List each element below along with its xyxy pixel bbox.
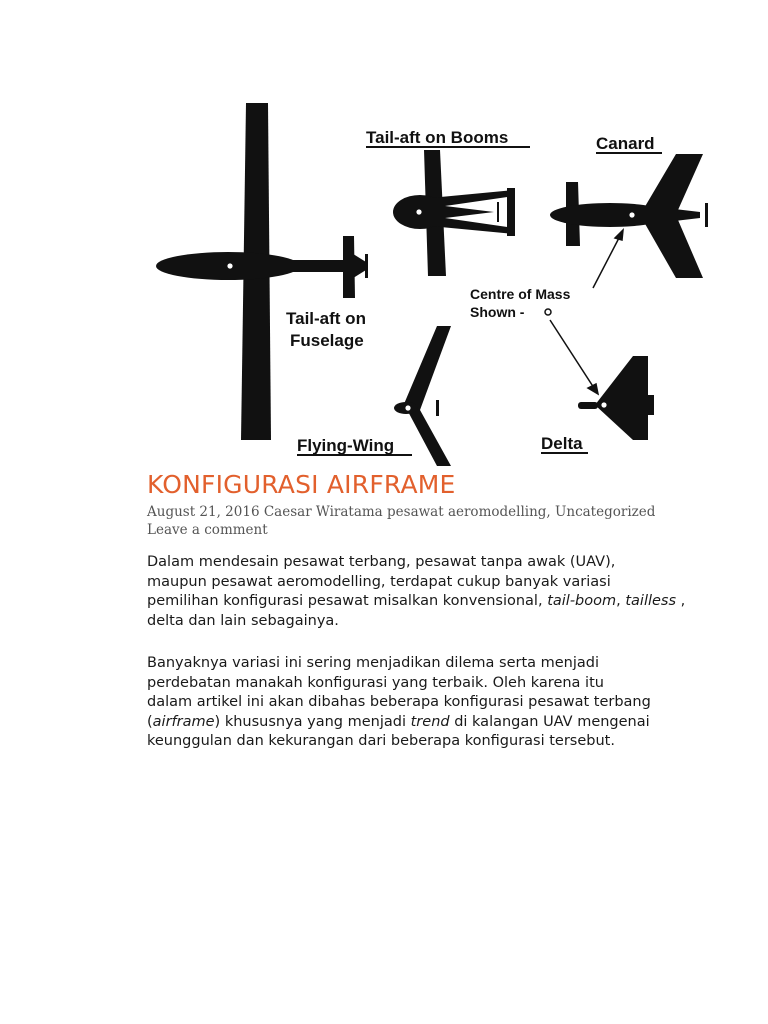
p1-line3: pemilihan konfigurasi pesawat misalkan konvensional, xyxy=(147,593,543,609)
post-categories[interactable]: pesawat aeromodelling, Uncategorized xyxy=(387,504,656,520)
post-meta xyxy=(147,503,667,539)
label-flying-wing: Flying-Wing xyxy=(297,436,395,455)
p1-term-tailless: tailless xyxy=(625,593,677,609)
p2-line3: dalam artikel ini akan dibahas beberapa konfigurasi pesawat terbang xyxy=(147,694,651,710)
leave-comment-link[interactable]: Leave a comment xyxy=(147,522,268,538)
flying-wing-silhouette xyxy=(394,326,451,466)
p2-line5: keunggulan dan kekurangan dari beberapa konfigurasi tersebut. xyxy=(147,733,615,749)
p2-open-paren: ( xyxy=(147,713,153,730)
article-paragraph-1 xyxy=(147,553,687,631)
tail-aft-booms-silhouette xyxy=(393,150,515,276)
p1-line2: maupun pesawat aeromodelling, terdapat cukup banyak variasi xyxy=(147,573,611,590)
p2-line4a: ) khususnya yang menjadi xyxy=(214,713,407,730)
airframe-configurations-figure xyxy=(150,96,720,471)
label-canard: Canard xyxy=(596,134,655,153)
p1-separator: , xyxy=(616,593,621,609)
label-centre-of-mass-line2: Shown - xyxy=(470,304,525,320)
p2-term-airframe: airframe xyxy=(152,713,215,730)
post-author[interactable]: Caesar Wiratama xyxy=(263,504,383,520)
conventional-aircraft-silhouette xyxy=(156,103,368,440)
post-date[interactable]: August 21, 2016 xyxy=(147,504,260,520)
delta-silhouette xyxy=(578,356,654,440)
p2-line4b: di kalangan UAV mengenai xyxy=(454,713,650,730)
centre-of-mass-marker xyxy=(545,309,551,315)
canard-silhouette xyxy=(550,154,708,278)
p1-line1: Dalam mendesain pesawat terbang, pesawat tanpa awak (UAV), xyxy=(147,554,616,570)
p2-term-trend: trend xyxy=(410,713,450,730)
p1-term-tail-boom: tail-boom xyxy=(547,593,617,609)
label-tail-aft-booms: Tail-aft on Booms xyxy=(366,128,509,147)
label-tail-aft-fuselage-line2: Fuselage xyxy=(290,331,364,350)
article-paragraph-2 xyxy=(147,654,687,752)
label-delta: Delta xyxy=(541,434,583,453)
label-tail-aft-fuselage-line1: Tail-aft on xyxy=(286,309,366,328)
p2-line1: Banyaknya variasi ini sering menjadikan dilema serta menjadi xyxy=(147,655,600,671)
p1-line4: , delta dan lain sebagainya. xyxy=(147,593,686,629)
article-title: KONFIGURASI AIRFRAME xyxy=(147,470,456,499)
centre-of-mass-arrows xyxy=(550,230,623,394)
label-centre-of-mass-line1: Centre of Mass xyxy=(470,286,571,302)
p2-line2: perdebatan manakah konfigurasi yang terbaik. Oleh karena itu xyxy=(147,674,604,691)
